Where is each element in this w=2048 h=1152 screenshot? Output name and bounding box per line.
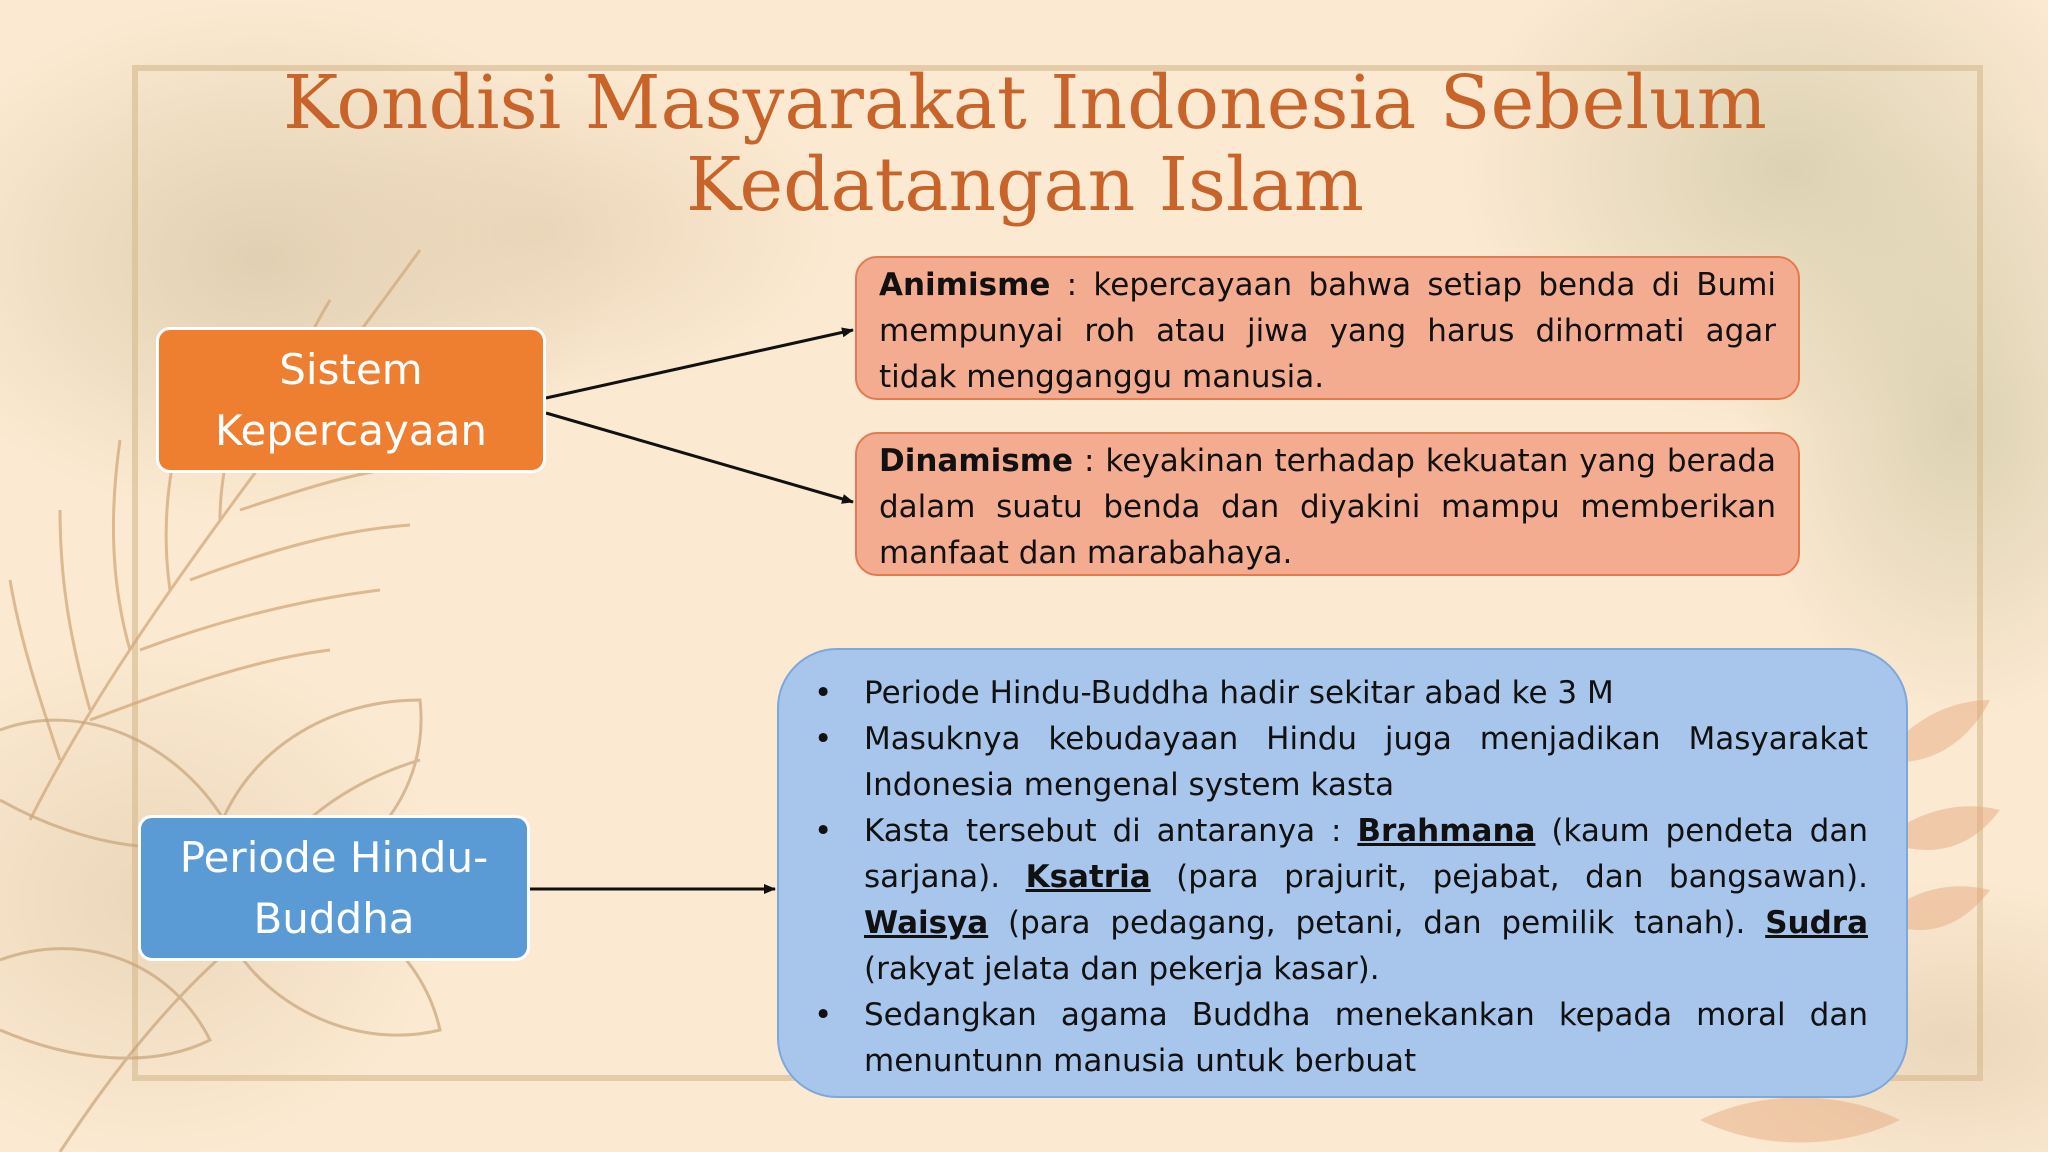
bullet-icon: • (814, 675, 833, 711)
kasta-ksatria-desc: (para prajurit, pejabat, dan bangsawan). (1150, 859, 1868, 895)
kasta-waisya: Waisya (864, 905, 989, 941)
periode-hindu-buddha-box (138, 815, 530, 961)
hindu-buddha-list-box (777, 648, 1908, 1098)
animisme-term: Animisme (879, 267, 1051, 303)
dinamisme-term: Dinamisme (879, 443, 1074, 479)
arrow-to-dinamisme (546, 413, 853, 502)
periode-hindu-buddha-line1: Periode Hindu- (179, 833, 489, 882)
list-item (814, 992, 1868, 1084)
kasta-brahmana: Brahmana (1357, 813, 1536, 849)
list-item (814, 716, 1868, 808)
point-text: Periode Hindu-Buddha hadir sekitar abad ke 3 M (864, 675, 1614, 711)
bullet-icon: • (814, 813, 833, 849)
kasta-brahmana-desc: (kaum pendeta dan sarjana). (864, 813, 1868, 895)
list-item (814, 808, 1868, 992)
point-text: Sedangkan agama Buddha menekankan kepada moral dan menuntunn manusia untuk berbuat (864, 997, 1868, 1079)
dinamisme-definition-box (855, 432, 1800, 576)
kasta-waisya-desc: (para pedagang, petani, dan pemilik tanah). (988, 905, 1766, 941)
dinamisme-description: : keyakinan terhadap kekuatan yang berada dalam suatu benda dan diyakini mampu memberikan manfaat dan marabahaya. (879, 443, 1776, 571)
sistem-kepercayaan-box (156, 327, 546, 473)
periode-hindu-buddha-line2: Buddha (253, 894, 415, 943)
list-item (814, 670, 1868, 716)
kasta-ksatria: Ksatria (1025, 859, 1151, 895)
sistem-kepercayaan-line1: Sistem (279, 345, 423, 394)
bullet-icon: • (814, 721, 833, 757)
point-text: Masuknya kebudayaan Hindu juga menjadikan Masyarakat Indonesia mengenal system kasta (864, 721, 1868, 803)
kasta-sudra: Sudra (1765, 905, 1868, 941)
hindu-buddha-list (814, 670, 1868, 1084)
bullet-icon: • (814, 997, 833, 1033)
page-title: Kondisi Masyarakat Indonesia Sebelum Kedatangan Islam (283, 60, 1767, 228)
arrow-to-animisme (546, 330, 853, 398)
kasta-sudra-desc: (rakyat jelata dan pekerja kasar). (864, 951, 1380, 987)
animisme-description: : kepercayaan bahwa setiap benda di Bumi mempunyai roh atau jiwa yang harus dihormati agar tidak mengganggu manusia. (879, 267, 1776, 395)
sistem-kepercayaan-line2: Kepercayaan (215, 406, 487, 455)
kasta-intro: Kasta tersebut di antaranya : (864, 813, 1358, 849)
animisme-definition-box (855, 256, 1800, 400)
